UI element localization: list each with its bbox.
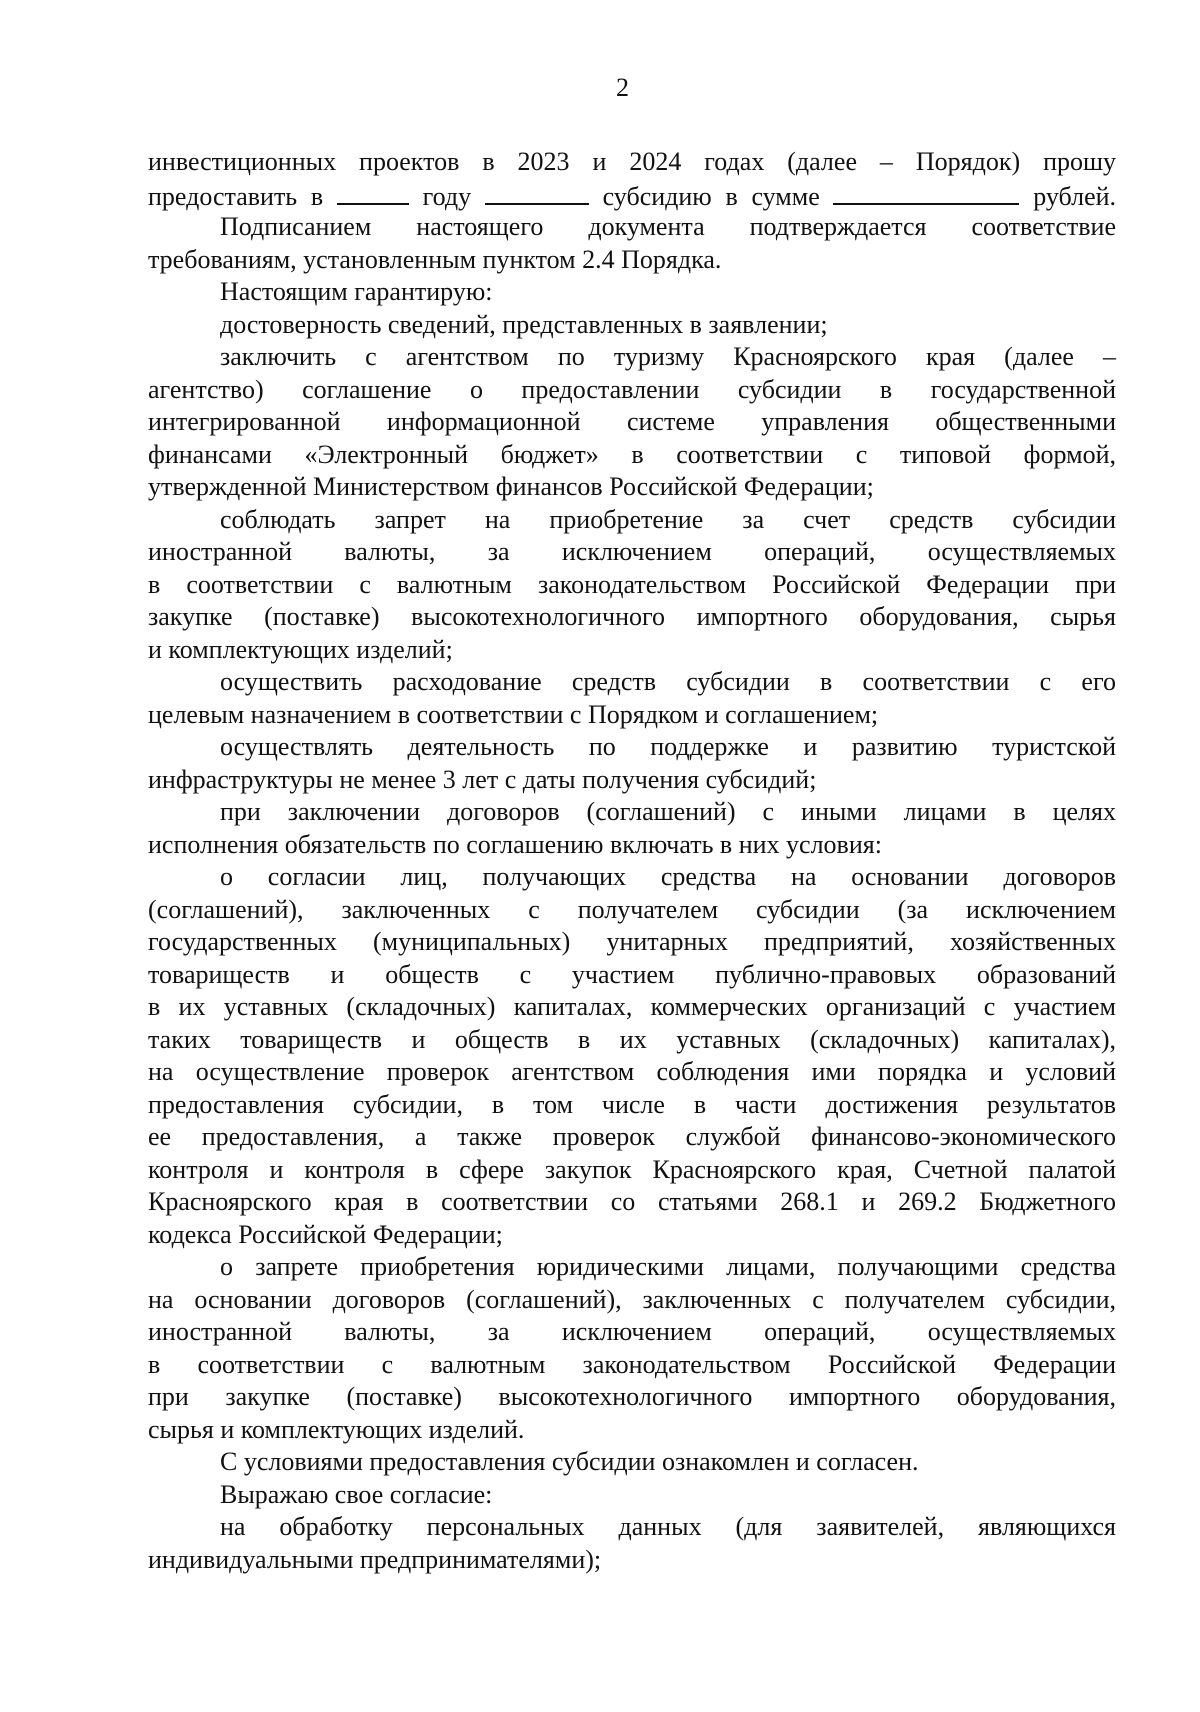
text-line: (соглашений), заключенных с получателем субсидии (за исключением: [148, 894, 1116, 924]
text-line: заключить с агентством по туризму Красноярского края (далее –: [220, 342, 1116, 371]
text-line: иностранной валюты, за исключением операций, осуществляемых: [148, 1317, 1116, 1346]
text-line: товариществ и обществ с участием публично-правовых образований: [148, 959, 1116, 989]
text-line: о запрете приобретения юридическими лицами, получающими средства: [220, 1252, 1116, 1281]
text-line: закупке (поставке) высокотехнологичного импортного оборудования, сырья: [148, 602, 1116, 631]
text-line: индивидуальными предпринимателями);: [148, 1544, 602, 1574]
text-line: в соответствии с валютным законодательством Российской Федерации: [148, 1349, 1116, 1379]
form-text: субсидию в сумме: [602, 181, 820, 211]
text-line: соблюдать запрет на приобретение за счет средств субсидии: [220, 504, 1116, 534]
year-blank: [337, 179, 409, 205]
text-line: предоставления субсидии, в том числе в части достижения результатов: [148, 1089, 1116, 1119]
text-line: финансами «Электронный бюджет» в соответствии с типовой формой,: [148, 439, 1116, 469]
form-line: [148, 179, 1116, 212]
amount-blank: [833, 179, 1019, 205]
text-line: контроля и контроля в сфере закупок Красноярского края, Счетной палатой: [148, 1154, 1116, 1184]
text-line: и комплектующих изделий;: [148, 634, 453, 664]
text-line: Подписанием настоящего документа подтверждается соответствие: [220, 212, 1116, 241]
text-line: на осуществление проверок агентством соблюдения ими порядка и условий: [148, 1057, 1116, 1086]
text-line: достоверность сведений, представленных в заявлении;: [220, 309, 828, 339]
text-line: в их уставных (складочных) капиталах, коммерческих организаций с участием: [148, 992, 1116, 1021]
page-number: 2: [616, 73, 629, 102]
text-line: Настоящим гарантирую:: [220, 277, 493, 306]
text-line: на основании договоров (соглашений), заключенных с получателем субсидии,: [148, 1284, 1116, 1314]
text-line: осуществить расходование средств субсидии в соответствии с его: [220, 667, 1116, 696]
text-line: целевым назначением в соответствии с Порядком и соглашением;: [148, 699, 879, 729]
text-line: при заключении договоров (соглашений) с иными лицами в целях: [220, 797, 1116, 826]
text-line: таких товариществ и обществ в их уставных (складочных) капиталах),: [148, 1024, 1116, 1054]
text-line: государственных (муниципальных) унитарных предприятий, хозяйственных: [148, 927, 1116, 956]
text-line: о согласии лиц, получающих средства на основании договоров: [220, 862, 1116, 891]
text-line: требованиям, установленным пунктом 2.4 Порядка.: [148, 244, 722, 274]
text-line: интегрированной информационной системе управления общественными: [148, 407, 1116, 436]
text-line: иностранной валюты, за исключением операций, осуществляемых: [148, 537, 1116, 566]
text-line: сырья и комплектующих изделий.: [148, 1414, 525, 1444]
text-line: Красноярского края в соответствии со статьями 268.1 и 269.2 Бюджетного: [148, 1187, 1116, 1216]
text-line: кодекса Российской Федерации;: [148, 1219, 503, 1249]
form-text: году: [422, 181, 472, 211]
subsidy-type-blank: [485, 179, 589, 205]
text-line: С условиями предоставления субсидии ознакомлен и согласен.: [220, 1447, 919, 1476]
text-line: при закупке (поставке) высокотехнологичного импортного оборудования,: [148, 1382, 1116, 1411]
form-text: предоставить в: [148, 181, 324, 211]
text-line: инвестиционных проектов в 2023 и 2024 годах (далее – Порядок) прошу: [148, 147, 1116, 176]
text-line: ее предоставления, а также проверок службой финансово-экономического: [148, 1122, 1116, 1151]
text-line: исполнения обязательств по соглашению включать в них условия:: [148, 829, 882, 859]
text-line: инфраструктуры не менее 3 лет с даты получения субсидий;: [148, 764, 817, 794]
text-line: осуществлять деятельность по поддержке и развитию туристской: [220, 732, 1116, 761]
text-line: в соответствии с валютным законодательством Российской Федерации при: [148, 569, 1116, 599]
text-line: на обработку персональных данных (для заявителей, являющихся: [220, 1512, 1116, 1541]
document-body: [148, 146, 1116, 1576]
text-line: Выражаю свое согласие:: [220, 1479, 493, 1509]
text-line: агентство) соглашение о предоставлении субсидии в государственной: [148, 374, 1116, 404]
text-line: утвержденной Министерством финансов Российской Федерации;: [148, 472, 874, 501]
form-text: рублей.: [1033, 181, 1117, 211]
